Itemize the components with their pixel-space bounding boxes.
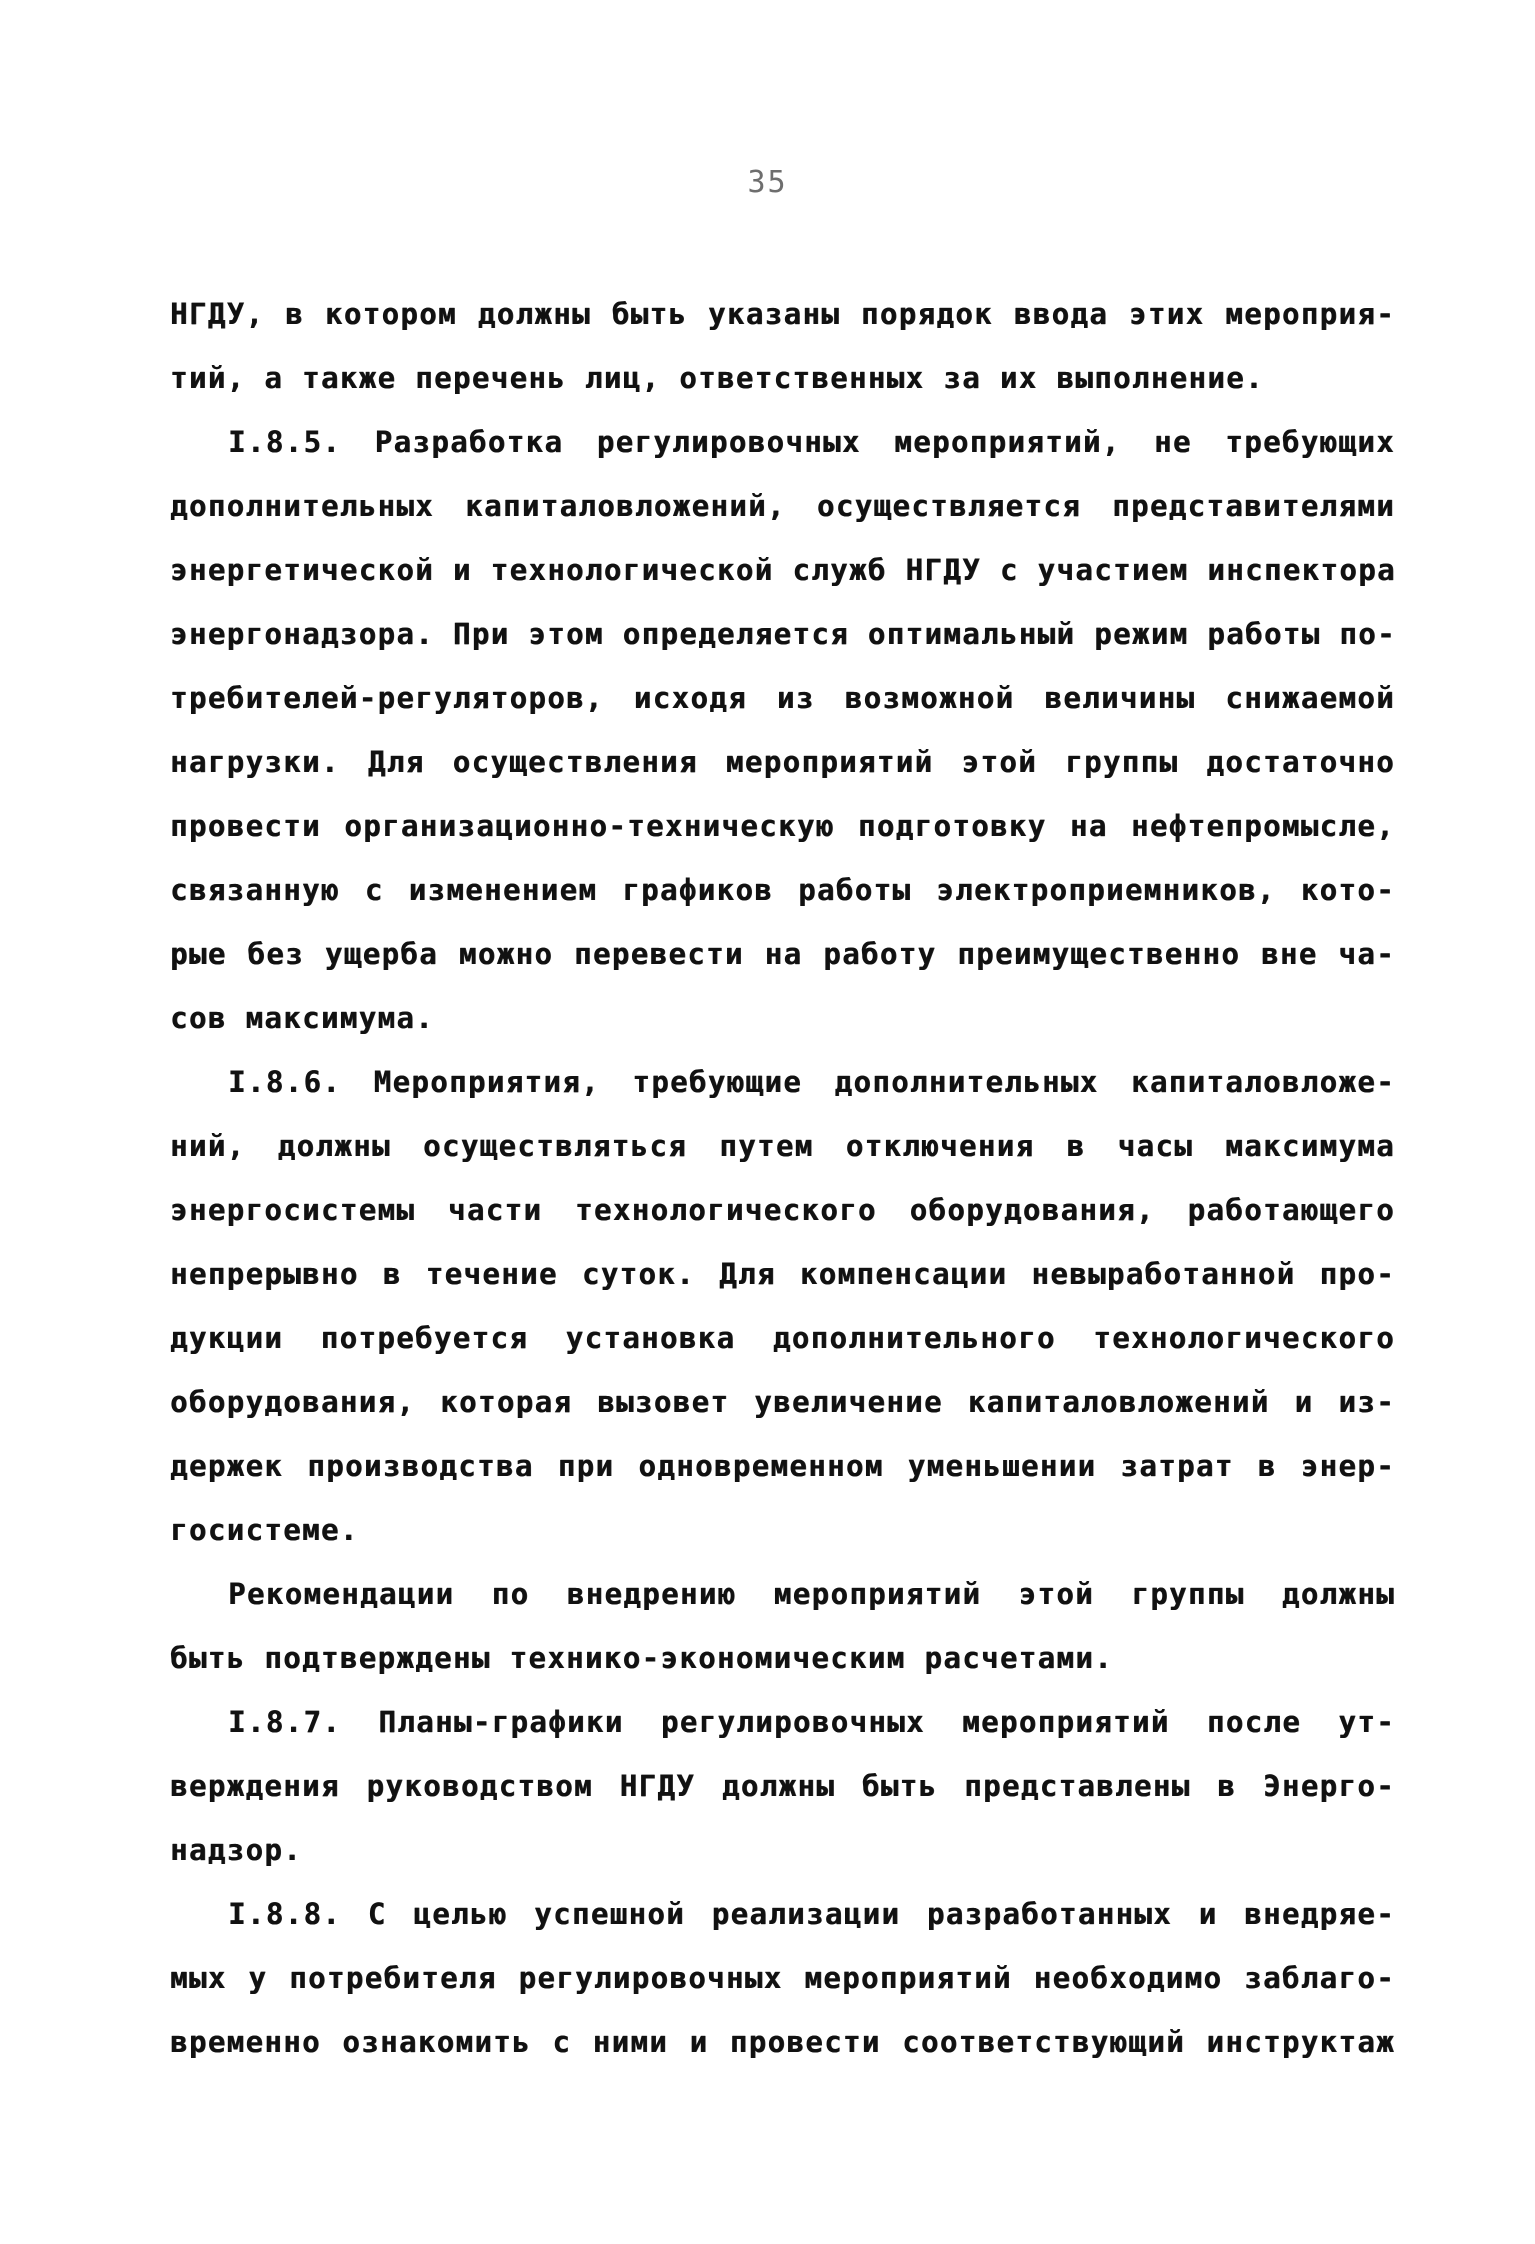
text-line: провести организационно-техническую подготовку на нефтепромысле, — [170, 809, 1395, 843]
paragraph-1-8-8 — [170, 1882, 1395, 2074]
text-line: I.8.6. Мероприятия, требующие дополнительных капиталовложе- — [228, 1065, 1395, 1099]
text-line: дукции потребуется установка дополнительного технологического — [170, 1321, 1395, 1355]
text-line: ний, должны осуществляться путем отключения в часы максимума — [170, 1129, 1395, 1163]
text-line: оборудования, которая вызовет увеличение капиталовложений и из- — [170, 1385, 1395, 1419]
paragraph-1-8-5 — [170, 410, 1395, 1050]
text-line: Рекомендации по внедрению мероприятий этой группы должны — [228, 1577, 1395, 1611]
text-line: I.8.5. Разработка регулировочных мероприятий, не требующих — [228, 425, 1395, 459]
paragraph-1-8-6 — [170, 1050, 1395, 1562]
text-line: верждения руководством НГДУ должны быть представлены в Энерго- — [170, 1769, 1395, 1803]
text-line: непрерывно в течение суток. Для компенсации невыработанной про- — [170, 1257, 1395, 1291]
text-line: надзор. — [170, 1833, 303, 1867]
page-number: 35 — [747, 165, 788, 200]
text-line: госистеме. — [170, 1513, 359, 1547]
text-line: энергетической и технологической служб НГДУ с участием инспектора — [170, 553, 1396, 587]
text-line: энергонадзора. При этом определяется оптимальный режим работы по- — [170, 617, 1396, 651]
paragraph-1-8-7 — [170, 1690, 1395, 1882]
text-line: дополнительных капиталовложений, осуществляется представителями — [170, 489, 1395, 523]
body-text — [170, 282, 1395, 2074]
text-line: держек производства при одновременном уменьшении затрат в энер- — [170, 1449, 1395, 1483]
text-line: I.8.7. Планы-графики регулировочных мероприятий после ут- — [228, 1705, 1395, 1739]
text-line: требителей-регуляторов, исходя из возможной величины снижаемой — [170, 681, 1395, 715]
text-line: НГДУ, в котором должны быть указаны порядок ввода этих мероприя- — [170, 297, 1395, 331]
text-line: I.8.8. С целью успешной реализации разработанных и внедряе- — [228, 1897, 1395, 1931]
text-line: нагрузки. Для осуществления мероприятий этой группы достаточно — [170, 745, 1395, 779]
paragraph-continuation — [170, 282, 1395, 410]
text-line: мых у потребителя регулировочных мероприятий необходимо заблаго- — [170, 1961, 1395, 1995]
text-line: рые без ущерба можно перевести на работу преимущественно вне ча- — [170, 937, 1395, 971]
text-line: тий, а также перечень лиц, ответственных за их выполнение. — [170, 361, 1264, 395]
text-line: связанную с изменением графиков работы электроприемников, кото- — [170, 873, 1395, 907]
paragraph-recommendations — [170, 1562, 1395, 1690]
text-line: быть подтверждены технико-экономическим расчетами. — [170, 1641, 1113, 1675]
text-line: временно ознакомить с ними и провести соответствующий инструктаж — [170, 2025, 1395, 2059]
text-line: сов максимума. — [170, 1001, 435, 1035]
text-line: энергосистемы части технологического оборудования, работающего — [170, 1193, 1395, 1227]
